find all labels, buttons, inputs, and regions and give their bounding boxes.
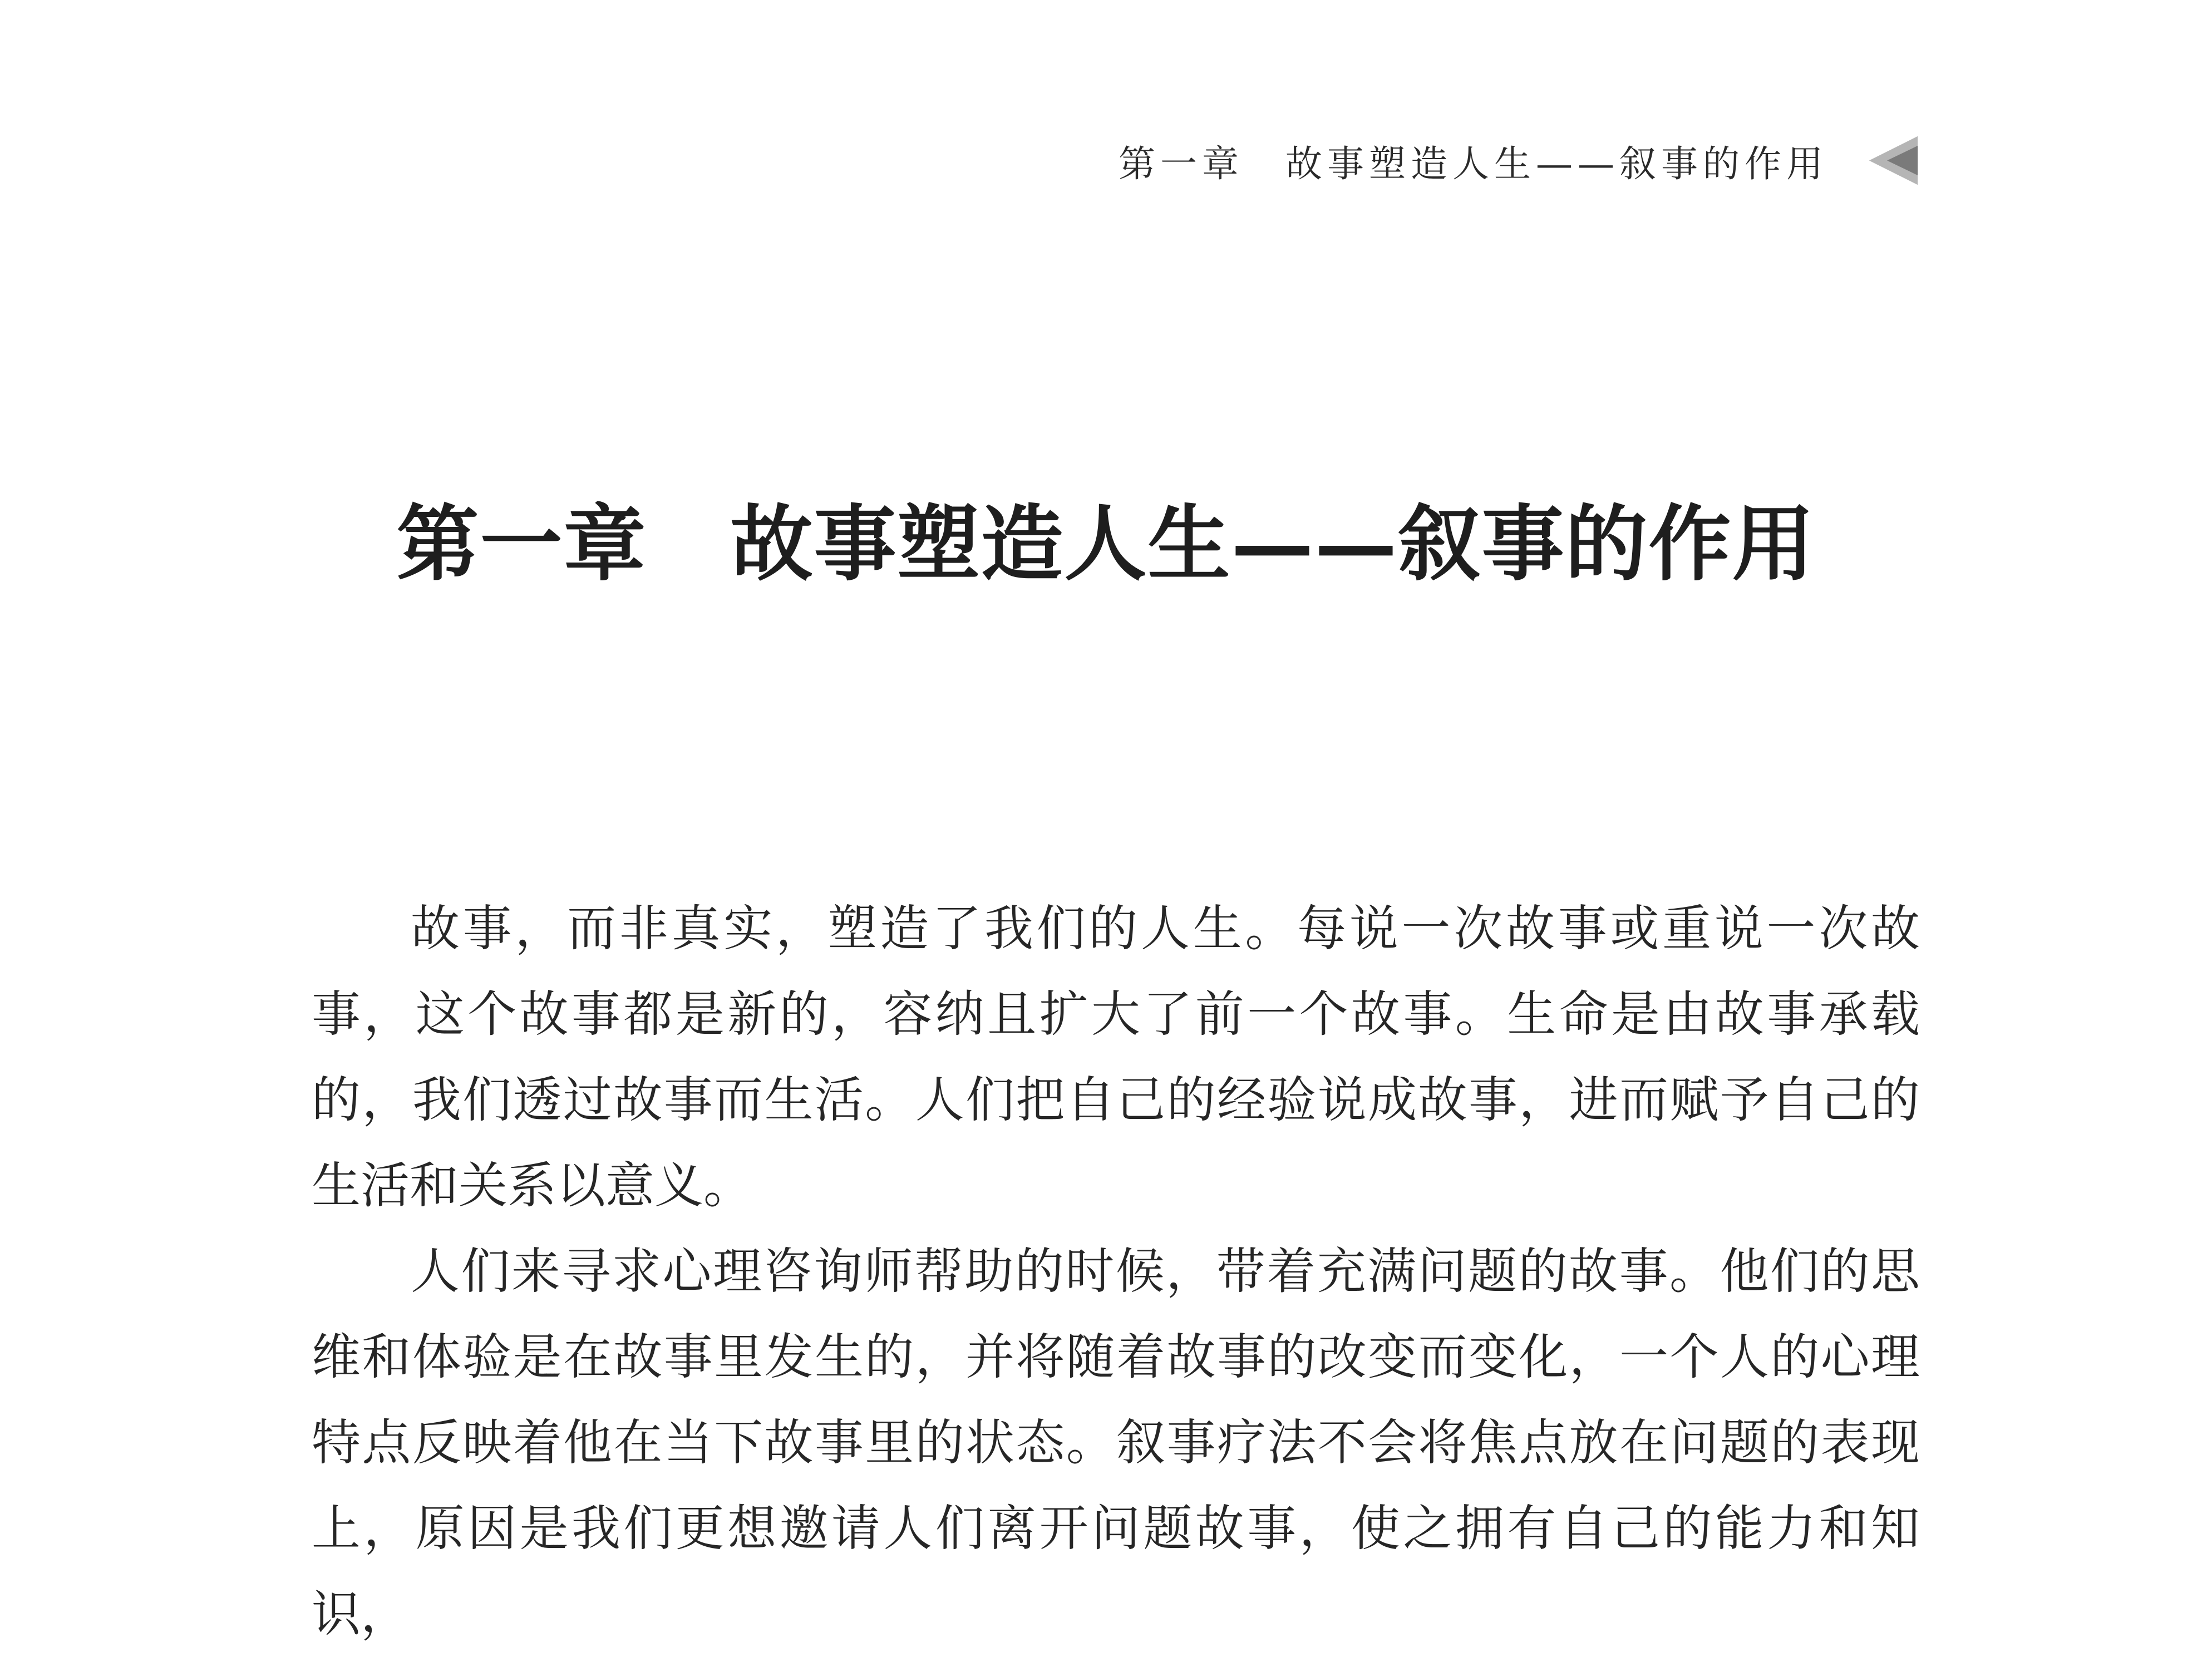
- paragraph-1: 故事，而非真实，塑造了我们的人生。每说一次故事或重说一次故事，这个故事都是新的，容纳且扩大了前一个故事。生命是由故事承载的，我们透过故事而生活。人们把自己的经验说成故事，进而赋予自己的生活和关系以意义。: [312, 900, 1920, 1214]
- running-header-text: 第一章 故事塑造人生——叙事的作用: [1119, 142, 1828, 185]
- paragraph-2: 人们来寻求心理咨询师帮助的时候，带着充满问题的故事。他们的思维和体验是在故事里发生的，并将随着故事的改变而变化，一个人的心理特点反映着他在当下故事里的状态。叙事疗法不会将焦点放在问题的表现上，原因是我们更想邀请人们离开问题故事，使之拥有自己的能力和知识，: [312, 1242, 1920, 1643]
- chapter-title: 第一章 故事塑造人生——叙事的作用: [396, 495, 1816, 592]
- body-text: [312, 886, 1920, 1657]
- left-triangle-icon: [1867, 134, 1920, 187]
- running-header: [1119, 132, 1920, 188]
